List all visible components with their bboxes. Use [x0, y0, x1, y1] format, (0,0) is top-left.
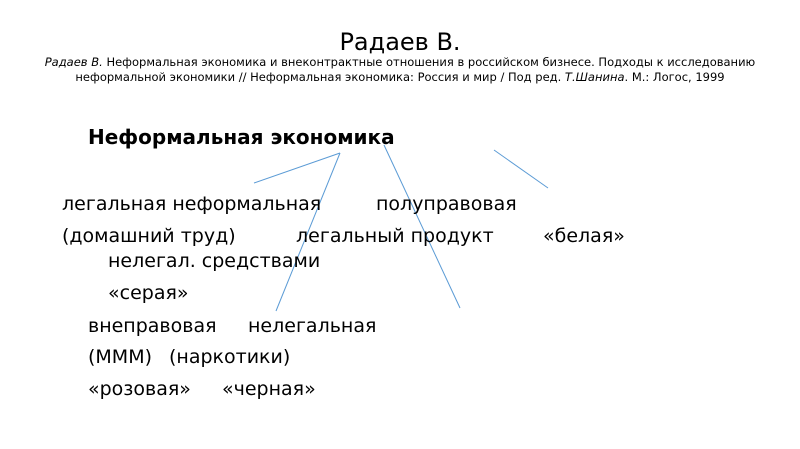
node-drugs: (наркотики): [169, 346, 291, 368]
root-node: Неформальная экономика: [88, 125, 395, 149]
node-gray: «серая»: [108, 282, 189, 304]
node-semi-legal: полуправовая: [376, 193, 517, 215]
citation-editor: Т.Шанина: [564, 70, 625, 84]
node-legal-informal: легальная неформальная: [62, 193, 322, 215]
citation-text-1: Неформальная экономика и внеконтрактные отношения в российском бизнесе. Подходы к исследованию неформальной экономики // Неформальная экономика: Россия и мир / Под ред.: [75, 55, 756, 84]
node-pink: «розовая»: [88, 378, 191, 400]
node-extralegal: внеправовая: [88, 315, 217, 337]
citation-text-2: . М.: Логос, 1999: [624, 70, 725, 84]
line-to-semi-legal: [494, 150, 548, 188]
node-illegal: нелегальная: [248, 315, 377, 337]
node-mmm: (МММ): [88, 346, 153, 368]
node-white: «белая»: [543, 225, 625, 247]
node-black: «черная»: [222, 378, 316, 400]
citation-author: Радаев В.: [44, 55, 103, 69]
slide-title: Радаев В.: [339, 28, 461, 56]
line-to-legal-informal: [254, 153, 340, 183]
node-legal-product: легальный продукт: [296, 225, 494, 247]
node-domestic-work: (домашний труд): [62, 225, 236, 247]
node-illegal-means: нелегал. средствами: [108, 250, 321, 272]
